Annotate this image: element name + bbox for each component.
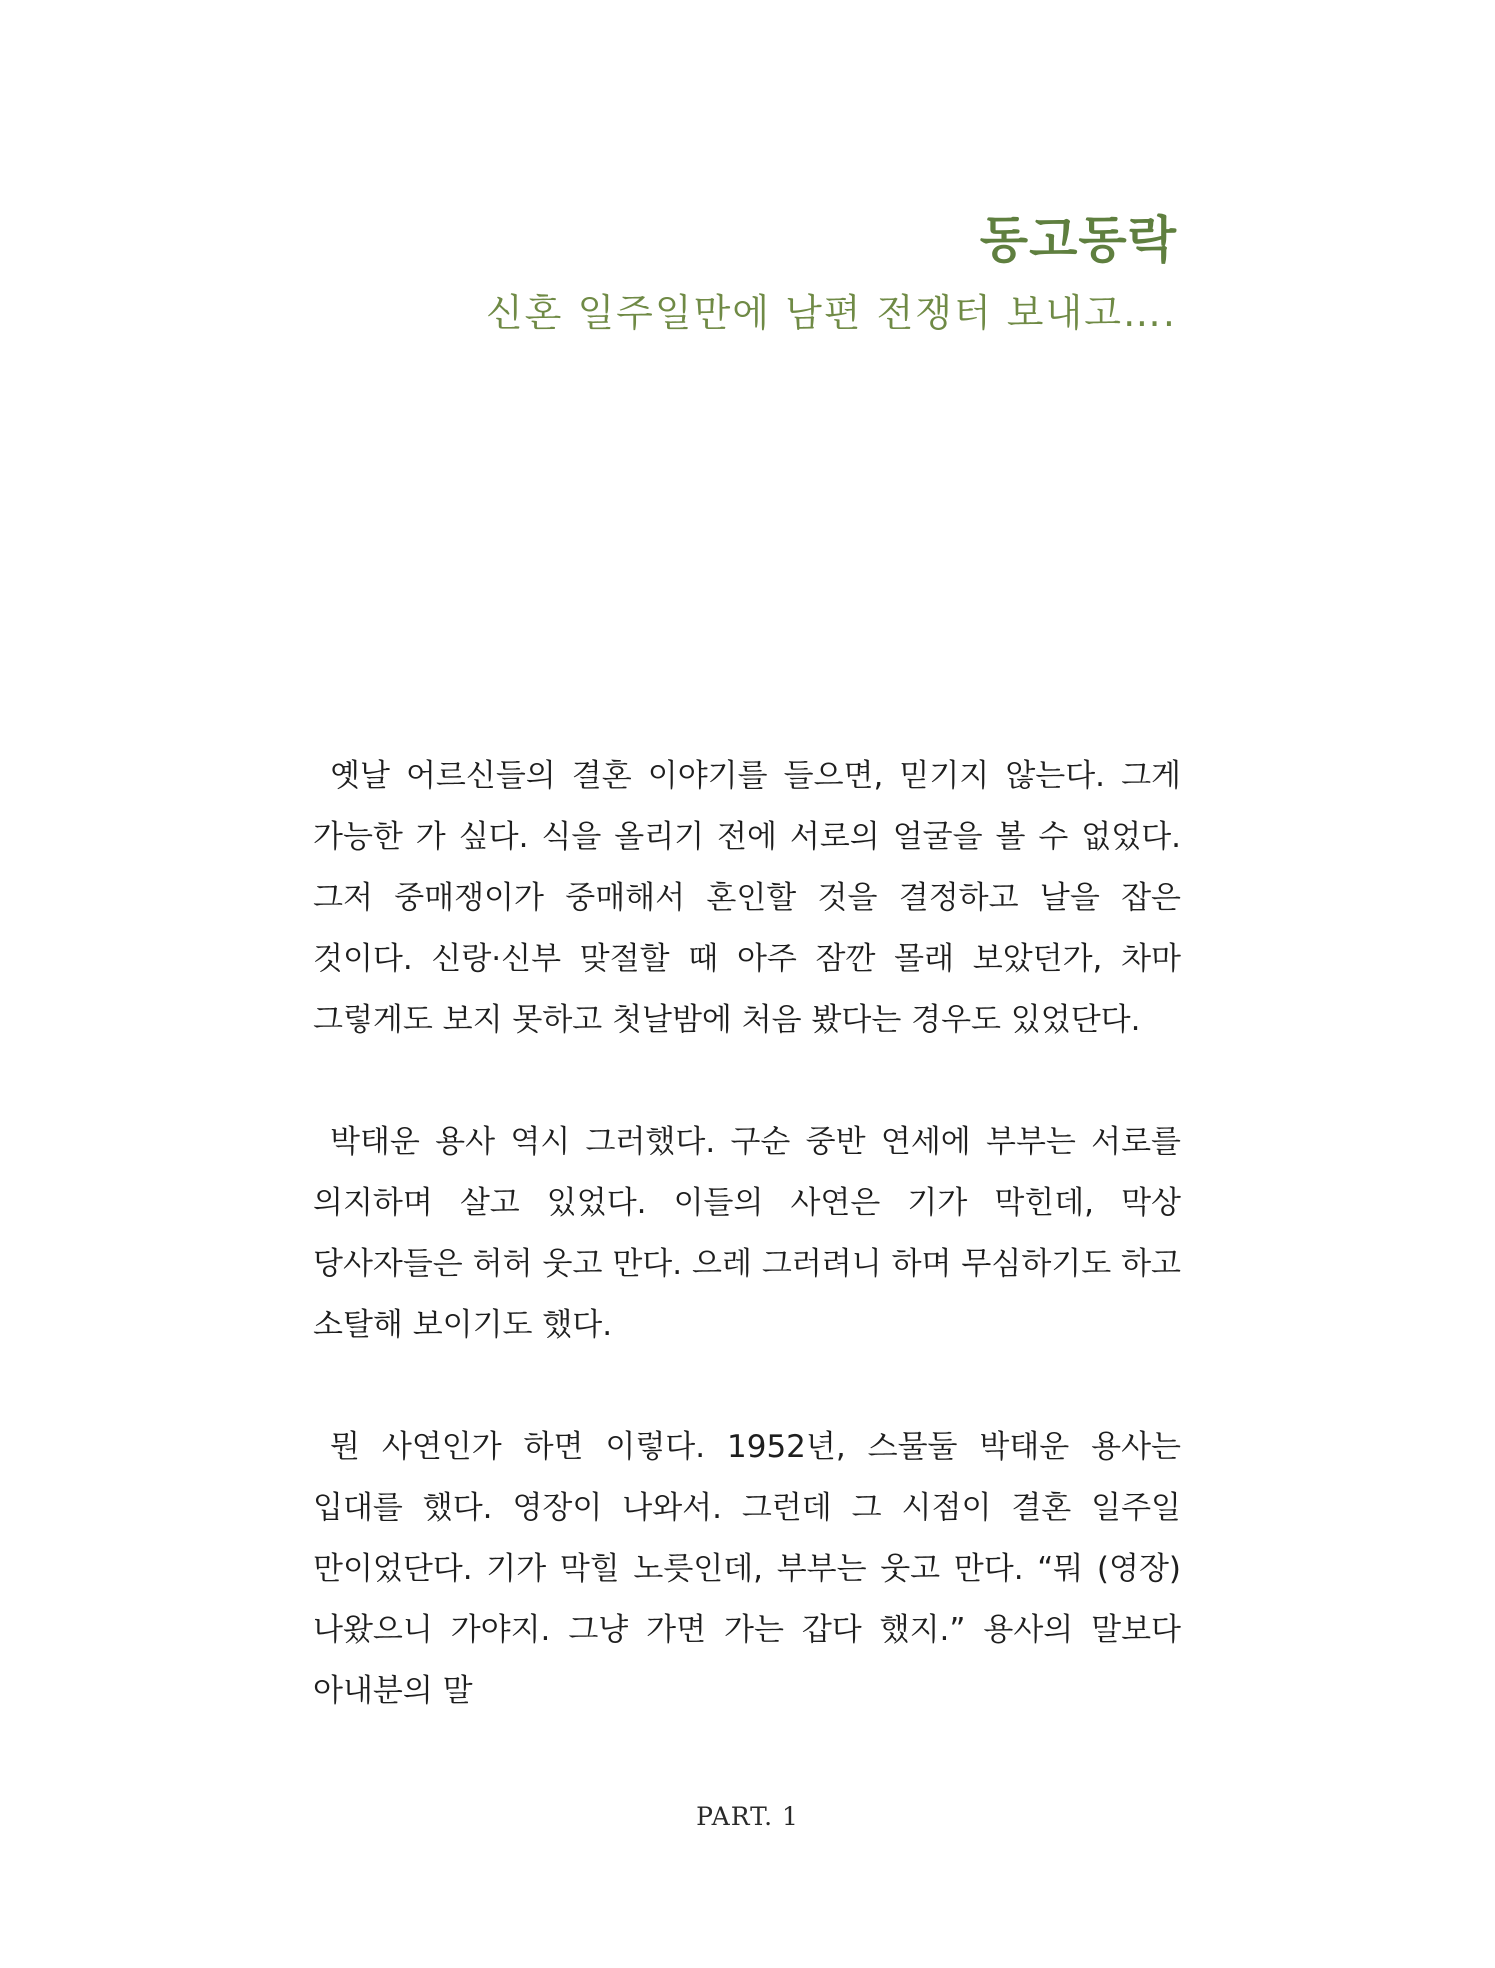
chapter-title: 동고동락 (979, 211, 1177, 269)
page-footer-label: PART. 1 (696, 1802, 799, 1831)
body-paragraph-1: 옛날 어르신들의 결혼 이야기를 들으면, 믿기지 않는다. 그게 가능한 가 싶다. 식을 올리기 전에 서로의 얼굴을 볼 수 없었다. 그저 중매쟁이가 중매해서 혼인할 것을 결정하고 날을 잡은 것이다. 신랑·신부 맞절할 때 아주 잠깐 몰래 보았던가, 차마 그렇게도 보지 못하고 첫날밤에 처음 봤다는 경우도 있었단다. (313, 758, 1181, 1038)
article-body (313, 746, 1181, 1783)
body-paragraph-3: 뭔 사연인가 하면 이렇다. 1952년, 스물둘 박태운 용사는 입대를 했다. 영장이 나와서. 그런데 그 시점이 결혼 일주일 만이었단다. 기가 막힐 노릇인데, 부부는 웃고 만다. “뭐 (영장) 나왔으니 가야지. 그냥 가면 가는 갑다 했지.” 용사의 말보다 아내분의 말 (313, 1429, 1181, 1709)
chapter-subtitle: 신혼 일주일만에 남편 전쟁터 보내고…. (485, 291, 1177, 335)
body-paragraph-2: 박태운 용사 역시 그러했다. 구순 중반 연세에 부부는 서로를 의지하며 살고 있었다. 이들의 사연은 기가 막힌데, 막상 당사자들은 허허 웃고 만다. 으레 그러려니 하며 무심하기도 하고 소탈해 보이기도 했다. (313, 1124, 1181, 1343)
chapter-header (277, 205, 1177, 343)
